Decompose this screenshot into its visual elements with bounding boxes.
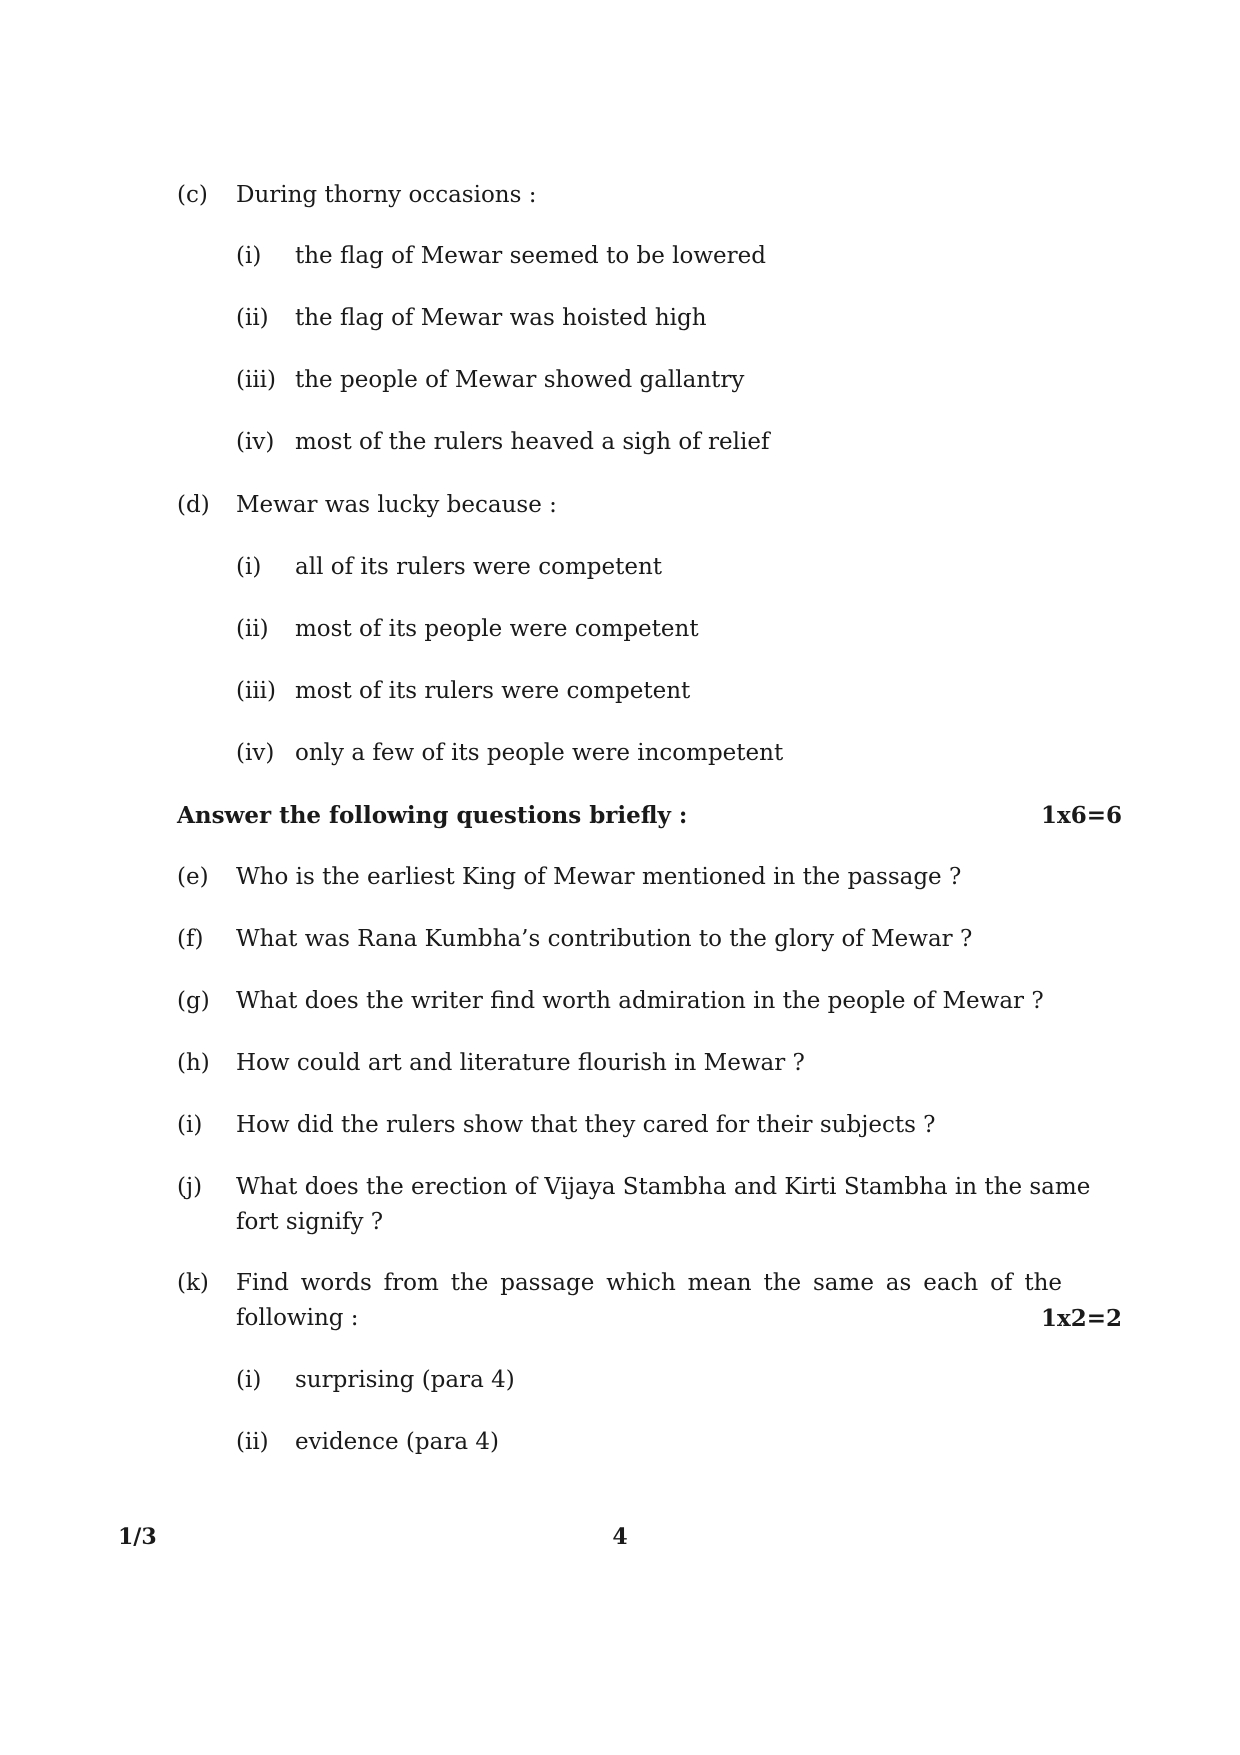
question-label: (c) <box>177 182 208 208</box>
option-label: (iii) <box>236 678 277 704</box>
option-label: (iv) <box>236 740 275 766</box>
option-label: (iv) <box>236 429 275 455</box>
section-marks: 1x6=6 <box>1041 802 1122 829</box>
option-label: (ii) <box>236 616 269 642</box>
question-stem: Mewar was lucky because : <box>236 492 557 518</box>
option-label: (iii) <box>236 367 277 393</box>
option-label: (ii) <box>236 305 269 331</box>
option-text: the flag of Mewar seemed to be lowered <box>295 243 766 269</box>
question-label: (i) <box>177 1112 203 1138</box>
question-text-line2: fort signify ? <box>236 1209 384 1235</box>
option-text: surprising (para 4) <box>295 1367 515 1393</box>
option-label: (i) <box>236 243 262 269</box>
option-label: (i) <box>236 554 262 580</box>
option-text: only a few of its people were incompetent <box>295 740 784 766</box>
question-text: Who is the earliest King of Mewar mentioned in the passage ? <box>236 864 962 890</box>
question-text: How could art and literature flourish in Mewar ? <box>236 1050 805 1076</box>
question-text: What does the writer find worth admiration in the people of Mewar ? <box>236 988 1044 1014</box>
option-text: all of its rulers were competent <box>295 554 663 580</box>
option-text: most of the rulers heaved a sigh of relief <box>295 429 770 455</box>
page-number: 4 <box>612 1524 628 1550</box>
question-label: (k) <box>177 1270 209 1296</box>
question-label: (f) <box>177 926 204 952</box>
option-label: (i) <box>236 1367 262 1393</box>
question-label: (e) <box>177 864 209 890</box>
option-text: the people of Mewar showed gallantry <box>295 367 745 393</box>
question-stem: During thorny occasions : <box>236 182 537 208</box>
option-text: most of its people were competent <box>295 616 699 642</box>
question-text: How did the rulers show that they cared for their subjects ? <box>236 1112 936 1138</box>
question-text-line2: following : <box>236 1305 359 1331</box>
option-text: most of its rulers were competent <box>295 678 691 704</box>
question-text: What was Rana Kumbha’s contribution to the glory of Mewar ? <box>236 926 973 952</box>
option-text: the flag of Mewar was hoisted high <box>295 305 707 331</box>
option-label: (ii) <box>236 1429 269 1455</box>
question-label: (j) <box>177 1174 203 1200</box>
question-text-line1: Find words from the passage which mean the same as each of the <box>236 1270 1062 1296</box>
question-label: (d) <box>177 492 210 518</box>
question-text-line1: What does the erection of Vijaya Stambha and Kirti Stambha in the same <box>236 1174 1091 1200</box>
question-k-marks: 1x2=2 <box>1041 1305 1122 1332</box>
section-heading: Answer the following questions briefly : <box>177 802 688 829</box>
paper-code: 1/3 <box>118 1524 157 1550</box>
question-label: (h) <box>177 1050 210 1076</box>
question-label: (g) <box>177 988 210 1014</box>
option-text: evidence (para 4) <box>295 1429 499 1455</box>
